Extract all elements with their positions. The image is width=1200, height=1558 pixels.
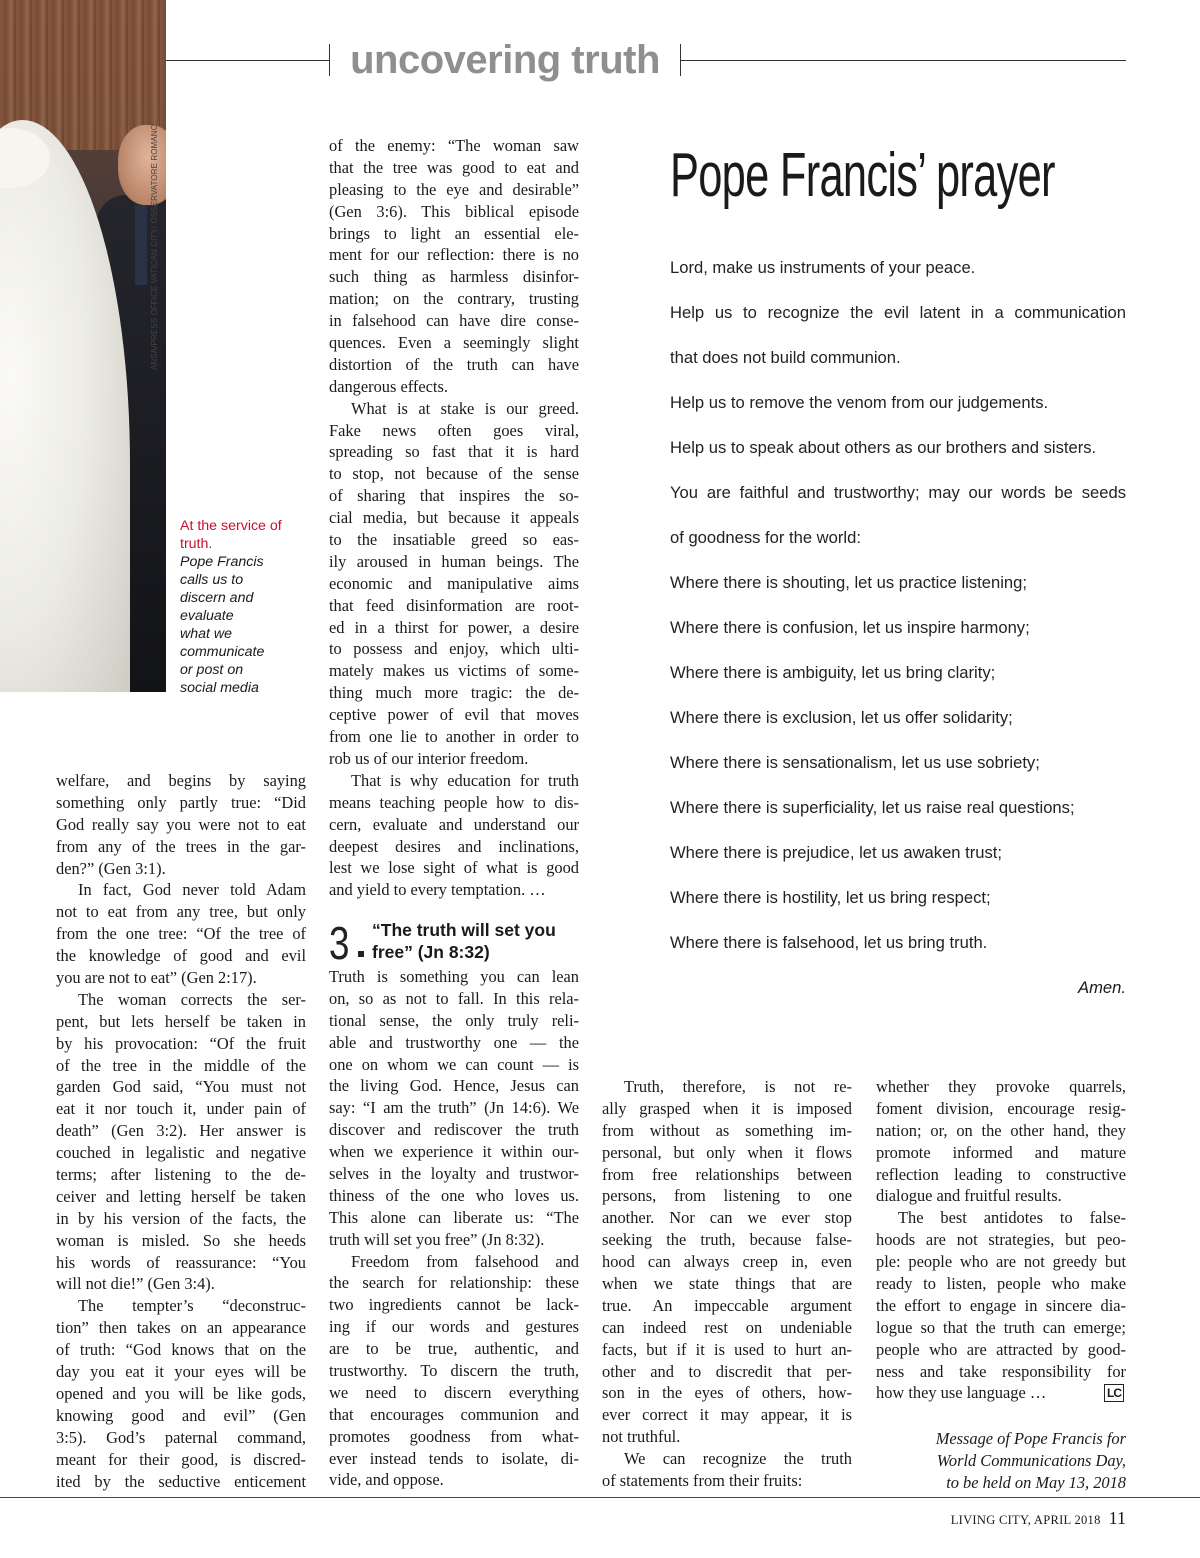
footer-rule	[0, 1497, 1200, 1498]
prayer-line: that does not build communion.	[670, 348, 901, 367]
article-line: when we state things that are	[602, 1274, 852, 1294]
prayer-line: Where there is falsehood, let us bring truth.	[670, 933, 988, 952]
article-line: and yield to every temptation. …	[329, 880, 546, 900]
article-line: able and trustworthy one — the	[329, 1032, 579, 1052]
article-line: meant for their good, is discred-	[56, 1449, 306, 1469]
article-line: cial media, but because it appeals	[329, 508, 579, 528]
prayer-line: Where there is shouting, let us practice listening;	[670, 573, 1027, 592]
article-line: promote informed and mature	[876, 1142, 1126, 1162]
article-line: the living God. Hence, Jesus can	[329, 1076, 579, 1096]
article-line: couched in legalistic and negative	[56, 1143, 306, 1163]
prayer-text	[670, 252, 1126, 972]
caption-line: Pope Francis	[180, 554, 264, 570]
article-line: deepest desires and inclinations,	[329, 836, 579, 856]
article-line: we need to discern everything	[329, 1382, 579, 1402]
article-line: day you eat it your eyes will be	[56, 1362, 306, 1382]
article-line: people who are attracted by good-	[876, 1339, 1126, 1359]
article-line: Fake news often goes viral,	[329, 420, 579, 440]
article-line: Freedom from falsehood and	[351, 1251, 579, 1271]
article-line: facts, but if it is used to hurt an-	[602, 1339, 852, 1359]
article-line: of statements from their fruits:	[602, 1471, 803, 1491]
header-tick-left	[329, 44, 330, 76]
article-line: (Gen 3:6). This biblical episode	[329, 201, 579, 221]
article-column-4	[876, 1076, 1126, 1404]
prayer-line: Help us to remove the venom from our judgements.	[670, 393, 1049, 412]
article-line: This alone can liberate us: “The	[329, 1207, 579, 1227]
article-line: dialogue and fruitful results.	[876, 1186, 1062, 1206]
article-line: brings to light an essential ele-	[329, 223, 579, 243]
article-line: seeking the truth, because false-	[602, 1230, 852, 1250]
article-line: from one lie to another in order to	[329, 727, 579, 747]
article-line: such thing as harmless disinfor-	[329, 267, 579, 287]
prayer-line: Where there is superficiality, let us raise real questions;	[670, 798, 1075, 817]
subhead-dot	[358, 951, 364, 957]
article-line: another. Nor can we ever stop	[602, 1208, 852, 1228]
article-line: The tempter’s “deconstruc-	[78, 1296, 306, 1316]
article-line: by his provocation: “Of the fruit	[56, 1033, 306, 1053]
page-folio	[900, 1508, 1126, 1529]
article-line: ple: people who are not greedy but	[876, 1252, 1126, 1272]
article-line: ited by the seductive enticement	[56, 1471, 306, 1491]
article-line: lest we lose sight of what is good	[329, 858, 579, 878]
prayer-line: Help us to speak about others as our brothers and sisters.	[670, 438, 1097, 457]
article-line: in falsehood can have dire conse-	[329, 311, 579, 331]
article-line: in by his version of the facts, the	[56, 1208, 306, 1228]
article-line: from the one tree: “Of the tree of	[56, 924, 306, 944]
article-line: when we experience it within our-	[329, 1142, 579, 1162]
article-line: two ingredients cannot be lack-	[329, 1295, 579, 1315]
prayer-line: Where there is ambiguity, let us bring clarity;	[670, 663, 996, 682]
article-line: son in the eyes of others, how-	[602, 1383, 852, 1403]
article-line: from free relationships between	[602, 1164, 852, 1184]
source-line: World Communications Day,	[936, 1451, 1126, 1470]
article-line: distortion of the truth can have	[329, 354, 579, 374]
article-line: garden God said, “You must not	[56, 1077, 306, 1097]
article-line: tion” then takes on an appearance	[56, 1318, 306, 1338]
article-line: 3:5). God’s paternal command,	[56, 1427, 306, 1447]
article-line: one on whom we can count — is	[329, 1054, 579, 1074]
article-column-2-bottom	[329, 966, 579, 1491]
article-source	[876, 1428, 1126, 1494]
article-line: selves in the loyalty and trustwor-	[329, 1164, 579, 1184]
subhead-line: free” (Jn 8:32)	[372, 942, 490, 962]
article-line: persons, from listening to one	[602, 1186, 852, 1206]
caption-title-line: truth.	[180, 536, 213, 552]
prayer-closing: Amen.	[1078, 978, 1126, 997]
prayer-line: You are faithful and trustworthy; may our words be seeds	[670, 483, 1126, 502]
pope-photo	[0, 0, 166, 692]
article-line: Truth is something you can lean	[329, 967, 579, 986]
article-line: cern, evaluate and understand our	[329, 814, 579, 834]
article-line: woman is misled. So she heeds	[56, 1230, 306, 1250]
article-line: say: “I am the truth” (Jn 14:6). We	[329, 1098, 579, 1118]
living-city-end-logo: LC	[1104, 1384, 1124, 1402]
article-line: from without as something im-	[602, 1120, 852, 1140]
article-line: of the tree in the middle of the	[56, 1055, 306, 1075]
article-line: ment for our reflection: there is no	[329, 245, 579, 265]
header-rule-right	[680, 60, 1126, 61]
article-line: true. An impeccable argument	[602, 1295, 852, 1315]
caption-title-line: At the service of	[180, 518, 282, 534]
prayer-line: Where there is sensationalism, let us use sobriety;	[670, 753, 1040, 772]
article-line: opened and you will be like gods,	[56, 1383, 306, 1403]
article-line: ever correct it may appear, it is	[602, 1405, 852, 1425]
article-line: of sharing that inspires the so-	[329, 486, 579, 506]
article-line: truth will set you free” (Jn 8:32).	[329, 1229, 545, 1249]
caption-line: what we	[180, 626, 233, 642]
article-column-3	[602, 1076, 852, 1492]
article-line: ally grasped when it is imposed	[602, 1098, 852, 1118]
article-line: We can recognize the truth	[624, 1449, 852, 1469]
article-line: promotes goodness from what-	[329, 1426, 579, 1446]
article-line: What is at stake is our greed.	[351, 398, 579, 418]
caption-line: or post on	[180, 662, 244, 678]
article-line: to stop, not because of the sense	[329, 464, 579, 484]
section-title: uncovering truth	[350, 38, 660, 82]
article-line: ily aroused in human beings. The	[329, 551, 579, 571]
source-line: to be held on May 13, 2018	[946, 1473, 1126, 1492]
article-line: of truth: “God knows that on the	[56, 1340, 306, 1360]
photo-credit: ANSA/PRESS OFFICE VATICAN CITY/ OSSERVATORE ROMANO	[150, 124, 159, 370]
caption-line: communicate	[180, 644, 265, 660]
article-line: that the tree was good to eat and	[329, 157, 579, 177]
article-line: logue so that the truth can emerge;	[876, 1317, 1126, 1337]
prayer-line: Help us to recognize the evil latent in a communication	[670, 303, 1126, 322]
article-line: are to be true, authentic, and	[329, 1339, 579, 1359]
article-line: whether they provoke quarrels,	[876, 1077, 1126, 1096]
article-line: personal, but only when it flows	[602, 1142, 852, 1162]
article-line: That is why education for truth	[351, 770, 579, 790]
subhead-number: 3	[329, 917, 350, 969]
article-line: foment division, encourage resig-	[876, 1098, 1126, 1118]
article-line: mately makes us victims of some-	[329, 661, 579, 681]
article-line: of the enemy: “The woman saw	[329, 136, 579, 155]
article-line: hood can always creep in, even	[602, 1252, 852, 1272]
article-line: The woman corrects the ser-	[78, 989, 306, 1009]
article-line: tional sense, the only truly reli-	[329, 1010, 579, 1030]
article-line: from any of the trees in the gar-	[56, 836, 306, 856]
photo-tie	[135, 205, 147, 285]
article-line: trustworthy. To discern the truth,	[329, 1361, 579, 1381]
article-line: to the insatiable greed so eas-	[329, 530, 579, 550]
article-line: that encourages communion and	[329, 1404, 579, 1424]
article-line: welfare, and begins by saying	[56, 771, 306, 790]
article-line: ing if our words and gestures	[329, 1317, 579, 1337]
header-rule-left	[166, 60, 330, 61]
source-line: Message of Pope Francis for	[935, 1429, 1126, 1448]
article-line: ready to listen, people who make	[876, 1274, 1126, 1294]
subhead-line: “The truth will set you	[372, 920, 556, 940]
article-line: discover and rediscover the truth	[329, 1120, 579, 1140]
article-line: mation; on the contrary, trusting	[329, 289, 579, 309]
article-line: something only partly true: “Did	[56, 792, 306, 812]
page-number: 11	[1108, 1508, 1126, 1528]
caption-line: evaluate	[180, 608, 234, 624]
article-line: thiness of the one who loves us.	[329, 1185, 579, 1205]
publication-name: LIVING CITY, APRIL 2018	[950, 1513, 1101, 1527]
article-line: The best antidotes to false-	[898, 1208, 1126, 1228]
caption-line: calls us to	[180, 572, 244, 588]
article-line: ness and take responsibility for	[876, 1361, 1126, 1381]
article-column-1	[56, 770, 306, 1492]
prayer-line: of goodness for the world:	[670, 528, 861, 547]
article-line: other and to discredit that per-	[602, 1361, 852, 1381]
article-line: not to eat from any tree, but only	[56, 902, 306, 922]
article-line: the knowledge of good and evil	[56, 946, 306, 966]
article-line: quences. Even a seemingly slight	[329, 333, 579, 353]
article-line: pleasing to the eye and desirable”	[329, 179, 579, 199]
subhead-title	[372, 919, 587, 963]
prayer-line: Where there is confusion, let us inspire harmony;	[670, 618, 1030, 637]
article-line: to possess and enjoy, which ulti-	[329, 639, 579, 659]
article-line: death” (Gen 3:2). Her answer is	[56, 1121, 306, 1141]
prayer-line: Where there is prejudice, let us awaken trust;	[670, 843, 1003, 862]
article-line: means teaching people how to dis-	[329, 792, 579, 812]
photo-caption	[180, 517, 325, 697]
article-line: that feed disinformation are root-	[329, 595, 579, 615]
article-line: ceptive power of evil that moves	[329, 705, 579, 725]
article-line: spreading so fast that it is hard	[329, 442, 579, 462]
article-column-2-top	[329, 135, 579, 901]
article-line: ed in a thirst for power, a desire	[329, 617, 579, 637]
article-line: thing much more tragic: the de-	[329, 683, 579, 703]
article-line: God really say you were not to eat	[56, 814, 306, 834]
article-line: vide, and oppose.	[329, 1470, 444, 1490]
article-line: reflection leading to constructive	[876, 1164, 1126, 1184]
article-line: rob us of our interior freedom.	[329, 748, 529, 768]
article-line: ever instead tends to isolate, di-	[329, 1448, 579, 1468]
prayer-line: Where there is hostility, let us bring respect;	[670, 888, 991, 907]
prayer-line: Lord, make us instruments of your peace.	[670, 258, 976, 277]
article-line: on, so as not to fall. In this rela-	[329, 988, 579, 1008]
article-line: ceiver and letting herself be taken	[56, 1186, 306, 1206]
caption-line: discern and	[180, 590, 254, 606]
article-line: eat it nor touch it, under pain of	[56, 1099, 306, 1119]
article-line: Truth, therefore, is not re-	[624, 1077, 852, 1096]
article-line: his words of reassurance: “You	[56, 1252, 306, 1272]
article-line: dangerous effects.	[329, 376, 448, 396]
article-line: can indeed rest on undeniable	[602, 1317, 852, 1337]
article-line: den?” (Gen 3:1).	[56, 858, 166, 878]
article-line: nation; or, on the other hand, they	[876, 1120, 1126, 1140]
article-line: will not die!” (Gen 3:4).	[56, 1274, 215, 1294]
article-line: knowing good and evil” (Gen	[56, 1405, 306, 1425]
article-line: pent, but lets herself be taken in	[56, 1011, 306, 1031]
article-line: how they use language …	[876, 1383, 1047, 1403]
article-line: the search for relationship: these	[329, 1273, 579, 1293]
article-line: In fact, God never told Adam	[78, 880, 306, 900]
caption-line: social media	[180, 680, 259, 696]
article-line: the effort to engage in sincere dia-	[876, 1295, 1126, 1315]
article-line: terms; after listening to the de-	[56, 1165, 306, 1185]
article-line: not truthful.	[602, 1427, 681, 1447]
article-line: hoods are not strategies, but peo-	[876, 1230, 1126, 1250]
prayer-line: Where there is exclusion, let us offer solidarity;	[670, 708, 1013, 727]
article-line: you are not to eat” (Gen 2:17).	[56, 968, 257, 988]
article-line: economic and manipulative aims	[329, 573, 579, 593]
prayer-title: Pope Francis’ prayer	[670, 141, 1055, 210]
